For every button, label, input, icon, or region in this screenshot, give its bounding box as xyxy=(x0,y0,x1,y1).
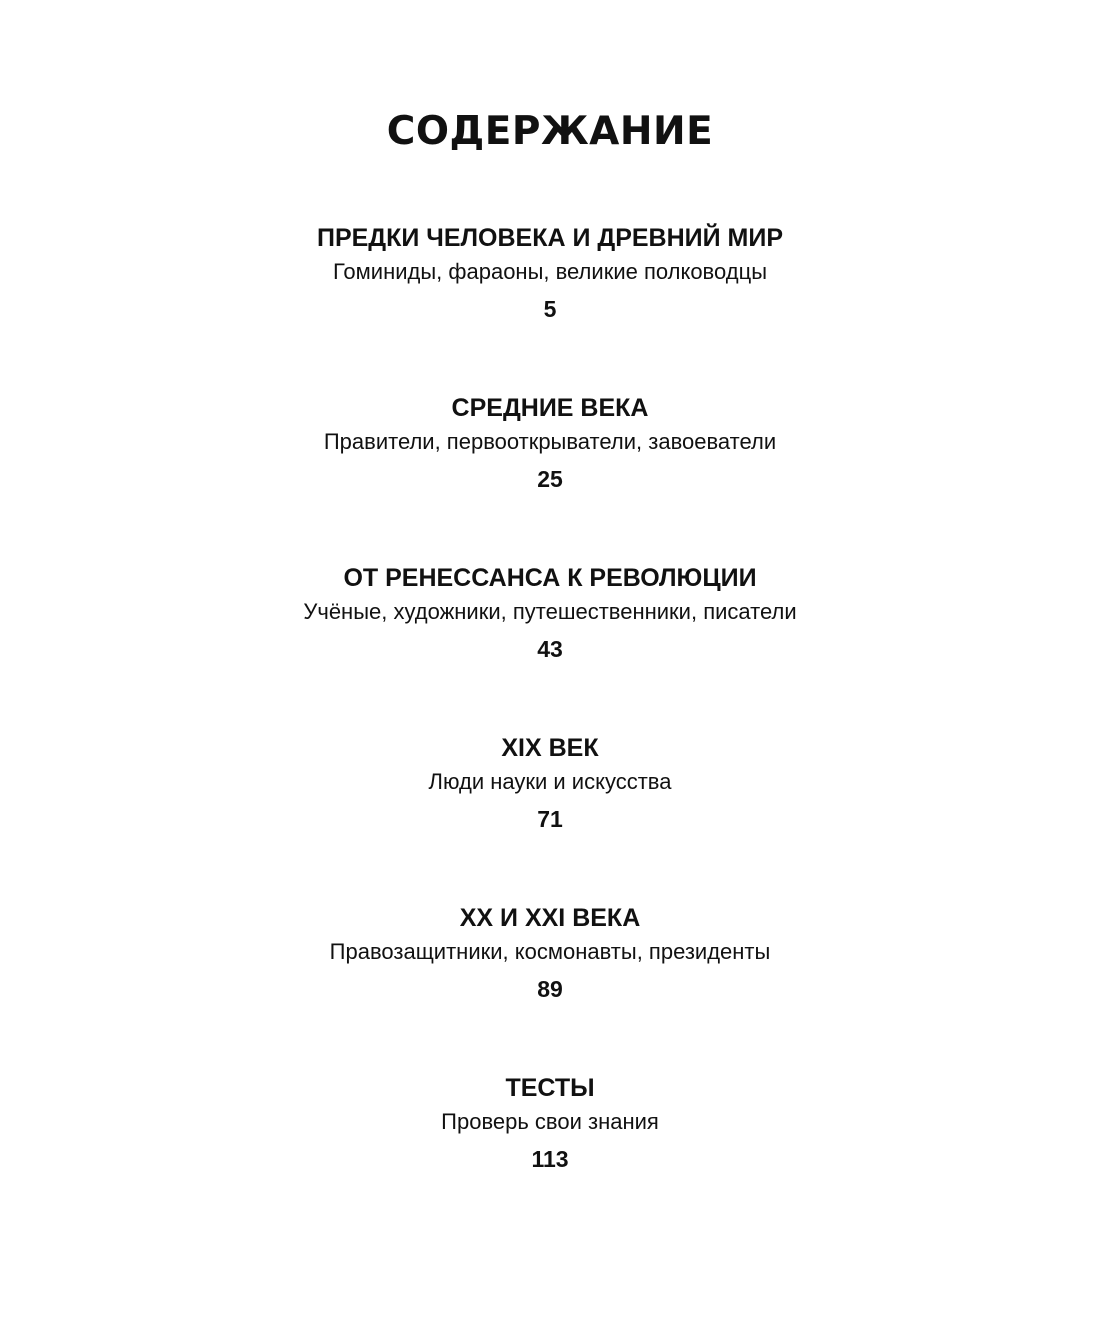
section-description: Гоминиды, фараоны, великие полководцы xyxy=(332,259,768,284)
section-description: Учёные, художники, путешественники, писатели xyxy=(303,599,797,624)
section-title: ОТ РЕНЕССАНСА К РЕВОЛЮЦИИ xyxy=(343,564,757,592)
section-page-number: 89 xyxy=(537,976,563,1002)
section-page-number: 43 xyxy=(537,636,563,662)
page-title: СОДЕРЖАНИЕ xyxy=(386,109,714,154)
section-page-number: 25 xyxy=(537,466,563,492)
section-title: ПРЕДКИ ЧЕЛОВЕКА И ДРЕВНИЙ МИР xyxy=(316,224,784,252)
section-title: XX И XXI ВЕКА xyxy=(459,904,641,932)
section-description: Правозащитники, космонавты, президенты xyxy=(329,939,771,964)
toc-entry-19th-century[interactable] xyxy=(0,730,1100,900)
section-page-number: 113 xyxy=(531,1146,569,1172)
toc-entry-ancient-world[interactable] xyxy=(0,220,1100,390)
toc-entry-tests[interactable] xyxy=(0,1070,1100,1240)
section-title: XIX ВЕК xyxy=(501,734,599,762)
toc-entry-middle-ages[interactable] xyxy=(0,390,1100,560)
section-page-number: 71 xyxy=(537,806,563,832)
section-title: СРЕДНИЕ ВЕКА xyxy=(451,394,649,422)
section-description: Люди науки и искусства xyxy=(428,769,672,794)
section-description: Проверь свои знания xyxy=(441,1109,659,1134)
toc-entry-20th-21st-century[interactable] xyxy=(0,900,1100,1070)
section-page-number: 5 xyxy=(543,296,557,322)
section-title: ТЕСТЫ xyxy=(505,1074,595,1102)
table-of-contents xyxy=(0,220,1100,1240)
section-description: Правители, первооткрыватели, завоеватели xyxy=(323,429,777,454)
toc-entry-renaissance[interactable] xyxy=(0,560,1100,730)
